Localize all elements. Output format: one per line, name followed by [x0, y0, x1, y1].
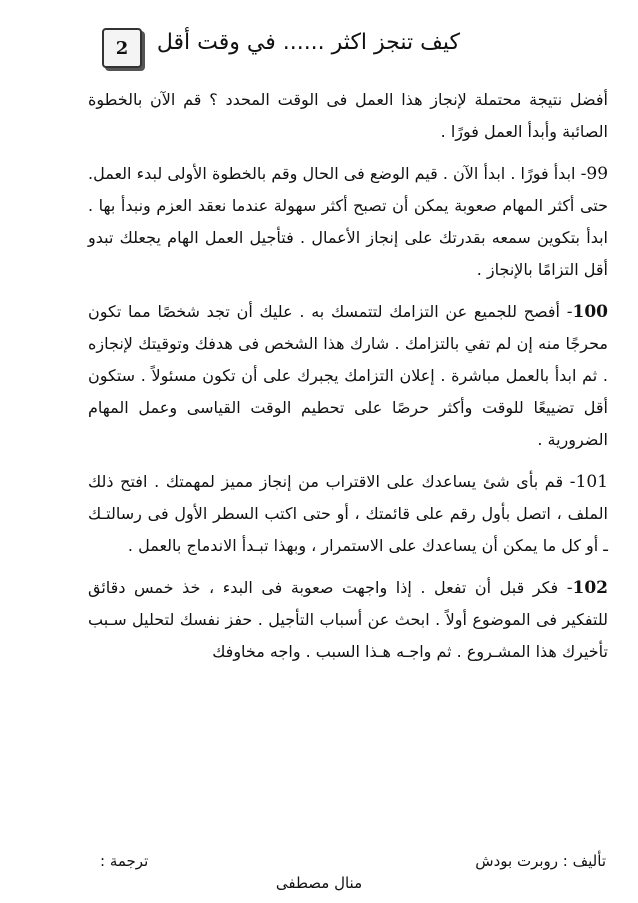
tip-text: قم بأى شئ يساعدك على الاقتراب من إنجاز مميز لمهمتك . افتح ذلك الملف ، اتصل بأول رقم على قائمتك ، أو حتى اكتب السطر الأول فى رسالتـك ـ أو كل ما يمكن أن يساعدك على الاستمرار ، وبهذا تبـدأ الاندماج بالعمل . [88, 472, 608, 555]
tip-number: 101 [575, 472, 609, 492]
tip-dash: - [558, 578, 573, 597]
tip-text: ابدأ فورًا . ابدأ الآن . قيم الوضع فى الحال وقم بالخطوة الأولى لبدء العمل. حتى أكثر المهام صعوبة يمكن أن تصبح أكثر سهولة عندما نعقد العزم ونبدأ بها . ابدأ بتكوين سمعه بقدرتك على إنجاز الأعمال . فتأجيل العمل الهام يجعلك تبدو أقل التزامًا بالإنجاز . [88, 164, 608, 279]
tip-dash: - [575, 164, 587, 183]
translator-label: ترجمة : [100, 852, 149, 870]
translator-name: منال مصطفى [275, 874, 363, 892]
tip-100 [88, 296, 608, 456]
intro-paragraph: أفضل نتيجة محتملة لإنجاز هذا العمل فى الوقت المحدد ؟ قم الآن بالخطوة الصائبة وأبدأ العمل فورًا . [88, 90, 608, 141]
author-credit: تأليف : روبرت بودش [475, 852, 606, 870]
tip-number: 99 [586, 164, 609, 184]
tip-dash: - [563, 472, 576, 491]
tip-number: 100 [572, 302, 609, 322]
tip-number: 102 [572, 578, 608, 598]
page-header [0, 22, 638, 72]
tip-101 [88, 466, 608, 562]
tip-99 [88, 158, 608, 286]
tip-text: أفصح للجميع عن التزامك لتتمسك به . عليك أن تجد شخصًا مما تكون محرجًا منه إن لم تفي بالتزامك . شارك هذا الشخص فى هدفك وتوقيتك لإنجازه . ثم ابدأ بالعمل مباشرة . إعلان التزامك يجبرك على أن تكون مسئولاً . ستكون أقل تضييعًا للوقت وأكثر حرصًا على تحطيم الوقت القياسى وعمل المهام الضرورية . [88, 302, 608, 449]
tip-dash: - [560, 302, 573, 321]
page-content [88, 84, 608, 668]
page-footer [0, 852, 638, 897]
page-number-badge: 2 [102, 28, 142, 68]
tip-102 [88, 572, 608, 668]
page-title: كيف تنجز اكثر ...... في وقت أقل [156, 30, 460, 55]
tip-text: فكر قبل أن تفعل . إذا واجهت صعوبة فى البدء ، خذ خمس دقائق للتفكير فى الموضوع أولاً . ابحث عن أسباب التأجيل . حفز نفسك لتحليل سـبب تأخيرك هذا المشـروع . ثم واجـه هـذا السبب . واجه مخاوفك [88, 578, 608, 661]
